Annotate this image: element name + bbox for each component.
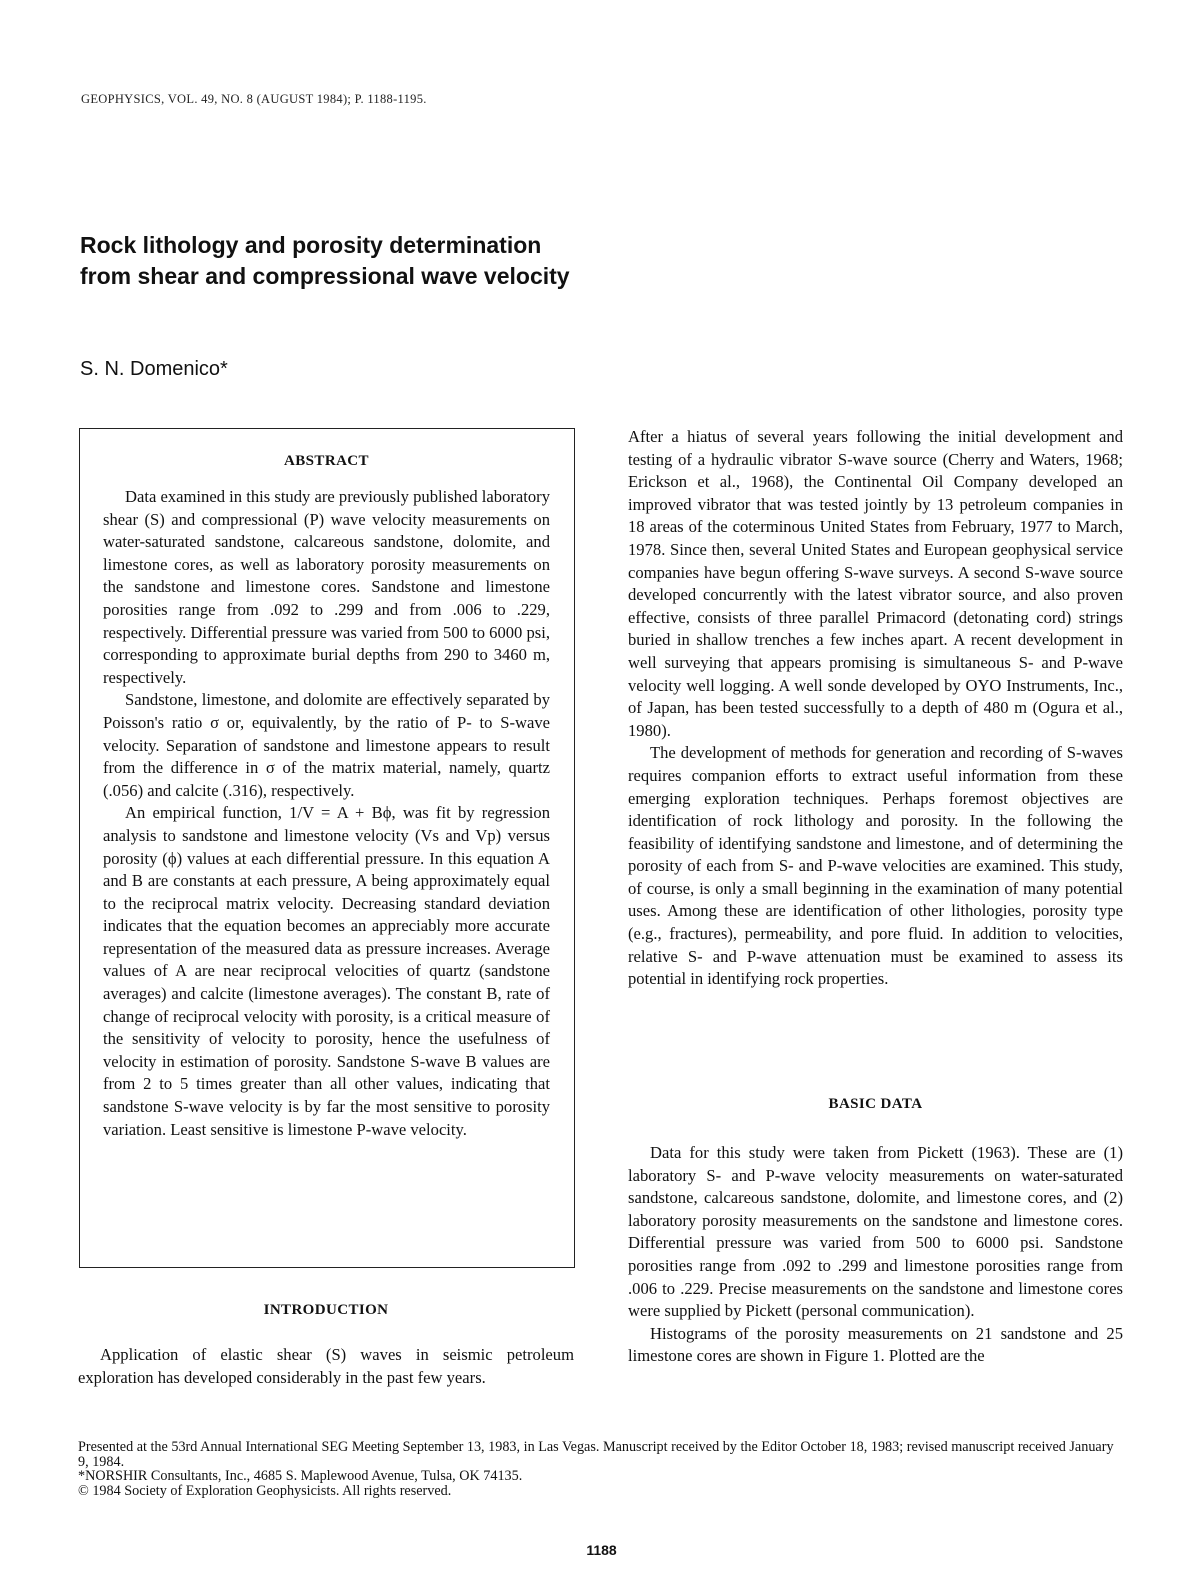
basic-data-body (628, 1142, 1123, 1368)
basic-data-paragraph-1: Data for this study were taken from Pickett (1963). These are (1) laboratory S- and P-wave velocity measurements on water-saturated sandstone, calcareous sandstone, dolomite, and limestone cores, and (2) laboratory porosity measurements on the sandstone and limestone cores. Differential pressure was varied from 500 to 6000 psi. Sandstone porosities range from .092 to .299 and limestone porosities range from .006 to .229. Precise measurements on the sandstone and limestone cores were supplied by Pickett (personal communication). (628, 1143, 1123, 1321)
abstract-paragraph-2: Sandstone, limestone, and dolomite are effectively separated by Poisson's ratio σ or, equivalently, by the ratio of P- to S-wave velocity. Separation of sandstone and limestone appears to result from the difference in σ of the matrix material, namely, quartz (.056) and calcite (.316), respectively. (103, 690, 550, 800)
running-head: GEOPHYSICS, VOL. 49, NO. 8 (AUGUST 1984); P. 1188-1195. (81, 92, 427, 106)
abstract-paragraph-3: An empirical function, 1/V = A + Bϕ, was fit by regression analysis to sandstone and limestone velocity (Vs and Vp) versus porosity (ϕ) values at each differential pressure. In this equation A and B are constants at each pressure, A being approximately equal to the reciprocal matrix velocity. Decreasing standard deviation indicates that the equation becomes an appreciably more accurate representation of the measured data as pressure increases. Average values of A are near reciprocal velocities of quartz (sandstone averages) and calcite (limestone averages). The constant B, rate of change of reciprocal velocity with porosity, is a critical measure of the sensitivity of velocity to porosity, hence the usefulness of velocity in estimation of porosity. Sandstone S-wave B values are from 2 to 5 times greater than all other values, indicating that sandstone S-wave velocity is by far the most sensitive to porosity variation. Least sensitive is limestone P-wave velocity. (103, 803, 550, 1139)
title-line-2: from shear and compressional wave velocity (80, 263, 570, 289)
introduction-paragraph-1: Application of elastic shear (S) waves in seismic petroleum exploration has developed considerably in the past few years. (78, 1345, 574, 1387)
abstract-heading: ABSTRACT (284, 453, 369, 469)
footnote-presented: Presented at the 53rd Annual International SEG Meeting September 13, 1983, in Las Vegas. Manuscript received by the Editor October 18, 1983; revised manuscript received January 9, 1984. (78, 1439, 1114, 1470)
basic-data-heading: BASIC DATA (828, 1096, 923, 1112)
introduction-heading: INTRODUCTION (263, 1302, 389, 1318)
author: S. N. Domenico* (80, 358, 228, 380)
footnote-affiliation: *NORSHIR Consultants, Inc., 4685 S. Maplewood Avenue, Tulsa, OK 74135. (78, 1468, 523, 1484)
abstract-body (103, 486, 550, 1141)
right-column-intro (628, 426, 1123, 991)
abstract-paragraph-1: Data examined in this study are previously published laboratory shear (S) and compressional (P) wave velocity measurements on water-saturated sandstone, calcareous sandstone, dolomite, and limestone cores, as well as laboratory porosity measurements on the sandstone and limestone cores. Sandstone and limestone porosities range from .092 to .299 and from .006 to .229, respectively. Differential pressure was varied from 500 to 6000 psi, corresponding to approximate burial depths from 290 to 3460 m, respectively. (103, 487, 550, 687)
footnotes (78, 1440, 1123, 1498)
intro-continued-paragraph-2: The development of methods for generation and recording of S-waves requires companion efforts to extract useful information from these emerging exploration techniques. Perhaps foremost objectives are identification of rock lithology and porosity. In the following the feasibility of identifying sandstone and limestone, and of determining the porosity of each from S- and P-wave velocities are examined. This study, of course, is only a small beginning in the examination of many potential uses. Among these are identification of other lithologies, porosity type (e.g., fractures), permeability, and pore fluid. In addition to velocities, relative S- and P-wave attenuation must be examined to assess its potential in identifying rock properties. (628, 743, 1123, 989)
article-title (80, 230, 880, 292)
intro-continued-paragraph-1: After a hiatus of several years following the initial development and testing of a hydraulic vibrator S-wave source (Cherry and Waters, 1968; Erickson et al., 1968), the Continental Oil Company developed an improved vibrator that was tested jointly by 13 petroleum companies in 18 areas of the coterminous United States from February, 1977 to March, 1978. Since then, several United States and European geophysical service companies have begun offering S-wave surveys. A second S-wave source developed concurrently with the latest vibrator source, and also proven effective, consists of three parallel Primacord (detonating cord) strings buried in shallow trenches a few inches apart. A recent development in well surveying that appears promising is simultaneous S- and P-wave velocity well logging. A well sonde developed by OYO Instruments, Inc., of Japan, has been tested successfully to a depth of 480 m (Ogura et al., 1980). (628, 427, 1123, 740)
page-number: 1188 (586, 1542, 617, 1558)
basic-data-paragraph-2: Histograms of the porosity measurements on 21 sandstone and 25 limestone cores are shown in Figure 1. Plotted are the (628, 1323, 1123, 1366)
introduction-body (78, 1344, 574, 1389)
footnote-copyright: © 1984 Society of Exploration Geophysicists. All rights reserved. (78, 1482, 452, 1499)
title-line-1: Rock lithology and porosity determination (80, 232, 542, 258)
